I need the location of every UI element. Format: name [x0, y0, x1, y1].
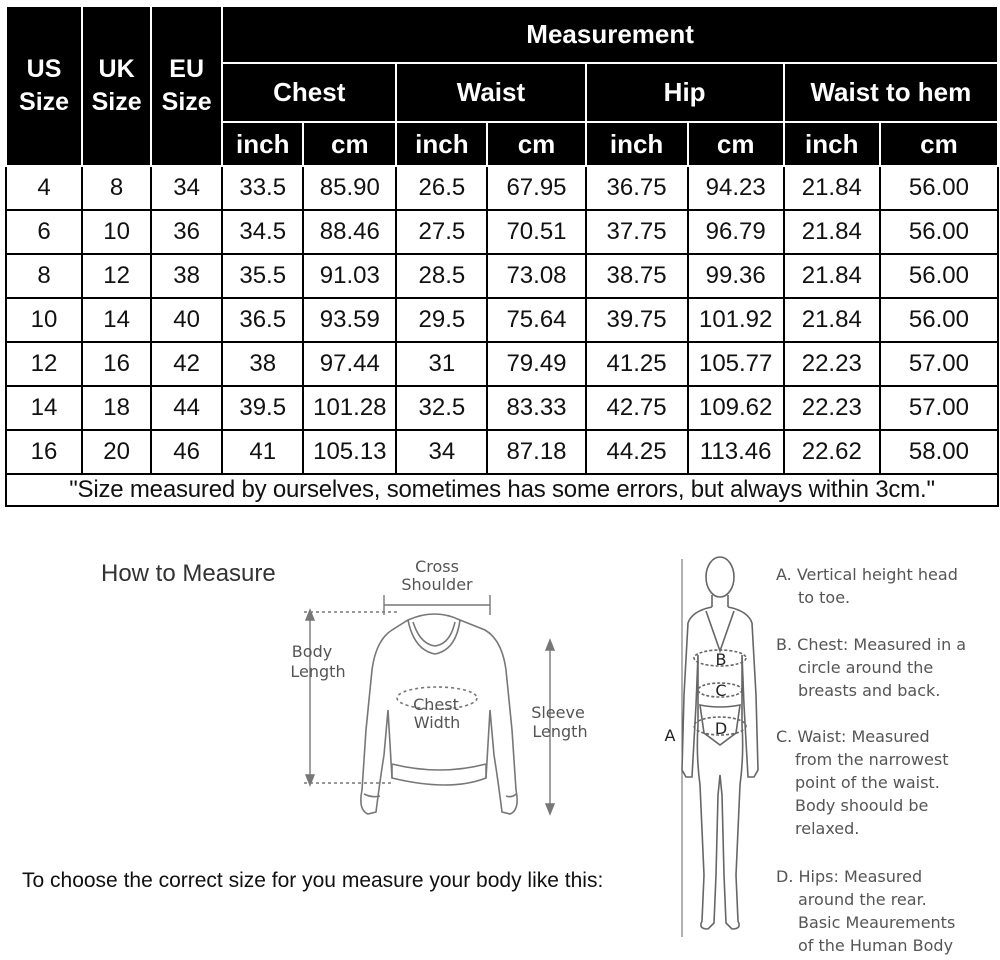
- table-cell: 75.64: [487, 298, 585, 342]
- table-cell: 105.13: [303, 430, 396, 474]
- table-cell: 28.5: [396, 254, 487, 298]
- unit-header: inch: [784, 122, 880, 166]
- chest-width-label-2: Width: [413, 713, 461, 732]
- table-cell: 8: [82, 166, 151, 210]
- letter-a: A: [664, 726, 676, 745]
- table-cell: 39.75: [586, 298, 688, 342]
- table-cell: 38: [151, 254, 222, 298]
- cross-shoulder-label-2: Shoulder: [401, 575, 473, 594]
- measurement-header: Measurement: [222, 6, 998, 63]
- table-cell: 6: [6, 210, 82, 254]
- table-cell: 22.62: [784, 430, 880, 474]
- table-cell: 113.46: [688, 430, 784, 474]
- eu-size-header: EU Size: [151, 6, 222, 166]
- table-cell: 8: [6, 254, 82, 298]
- chest-width-label-1: Chest: [413, 695, 459, 714]
- table-cell: 41.25: [586, 342, 688, 386]
- table-row: [6, 386, 998, 430]
- table-cell: 16: [82, 342, 151, 386]
- table-cell: 18: [82, 386, 151, 430]
- sweater-collar: [408, 620, 460, 654]
- table-cell: 34: [396, 430, 487, 474]
- legend-c: C. Waist: Measured from the narrowest point of the waist. Body shoould be relaxed.: [776, 727, 949, 838]
- table-cell: 21.84: [784, 166, 880, 210]
- unit-header: cm: [688, 122, 784, 166]
- table-cell: 57.00: [880, 386, 998, 430]
- table-cell: 21.84: [784, 210, 880, 254]
- table-cell: 99.36: [688, 254, 784, 298]
- table-cell: 105.77: [688, 342, 784, 386]
- how-to-measure-title: How to Measure: [101, 560, 276, 587]
- table-cell: 16: [6, 430, 82, 474]
- table-cell: 101.92: [688, 298, 784, 342]
- body-figure-diagram: [640, 545, 770, 957]
- table-cell: 29.5: [396, 298, 487, 342]
- table-cell: 67.95: [487, 166, 585, 210]
- hip-header: Hip: [586, 63, 784, 122]
- size-chart-table: [5, 5, 999, 507]
- letter-c: C: [715, 681, 727, 700]
- table-cell: 42.75: [586, 386, 688, 430]
- table-cell: 21.84: [784, 254, 880, 298]
- table-cell: 10: [6, 298, 82, 342]
- table-cell: 101.28: [303, 386, 396, 430]
- table-cell: 38.75: [586, 254, 688, 298]
- letter-d: D: [714, 719, 728, 738]
- table-cell: 4: [6, 166, 82, 210]
- legend-a: A. Vertical height head to toe.: [776, 565, 958, 607]
- table-cell: 36.5: [222, 298, 303, 342]
- legend-b: B. Chest: Measured in a circle around the breasts and back.: [776, 635, 967, 700]
- uk-size-header: UK Size: [82, 6, 151, 166]
- table-cell: 31: [396, 342, 487, 386]
- table-cell: 34.5: [222, 210, 303, 254]
- table-cell: 22.23: [784, 386, 880, 430]
- table-cell: 14: [6, 386, 82, 430]
- letter-b: B: [715, 650, 727, 669]
- note-row: [6, 474, 998, 506]
- table-body: [6, 166, 998, 474]
- table-cell: 37.75: [586, 210, 688, 254]
- table-cell: 93.59: [303, 298, 396, 342]
- table-row: [6, 430, 998, 474]
- table-cell: 83.33: [487, 386, 585, 430]
- unit-header: inch: [586, 122, 688, 166]
- table-cell: 34: [151, 166, 222, 210]
- table-cell: 14: [82, 298, 151, 342]
- table-cell: 79.49: [487, 342, 585, 386]
- chest-header: Chest: [222, 63, 396, 122]
- table-cell: 12: [6, 342, 82, 386]
- sweater-diagram: [280, 550, 610, 825]
- table-cell: 40: [151, 298, 222, 342]
- table-cell: 56.00: [880, 298, 998, 342]
- table-cell: 56.00: [880, 166, 998, 210]
- table-cell: 91.03: [303, 254, 396, 298]
- legend-d: D. Hips: Measured around the rear. Basic Meaurements of the Human Body: [776, 867, 956, 955]
- table-cell: 20: [82, 430, 151, 474]
- unit-header: cm: [303, 122, 396, 166]
- table-row: [6, 166, 998, 210]
- table-cell: 97.44: [303, 342, 396, 386]
- unit-header: cm: [880, 122, 998, 166]
- table-cell: 109.62: [688, 386, 784, 430]
- table-row: [6, 254, 998, 298]
- table-cell: 87.18: [487, 430, 585, 474]
- cross-shoulder-label-1: Cross: [415, 557, 459, 576]
- table-cell: 42: [151, 342, 222, 386]
- unit-header: cm: [487, 122, 585, 166]
- table-cell: 44.25: [586, 430, 688, 474]
- table-row: [6, 298, 998, 342]
- table-cell: 96.79: [688, 210, 784, 254]
- table-cell: 36: [151, 210, 222, 254]
- table-row: [6, 342, 998, 386]
- table-cell: 22.23: [784, 342, 880, 386]
- sleeve-length-label-2: Length: [532, 722, 588, 741]
- table-cell: 56.00: [880, 210, 998, 254]
- table-cell: 88.46: [303, 210, 396, 254]
- table-cell: 33.5: [222, 166, 303, 210]
- table-cell: 10: [82, 210, 151, 254]
- unit-header: inch: [222, 122, 303, 166]
- waist-to-hem-header: Waist to hem: [784, 63, 998, 122]
- waist-header: Waist: [396, 63, 585, 122]
- table-cell: 27.5: [396, 210, 487, 254]
- sleeve-length-label-1: Sleeve: [531, 703, 585, 722]
- table-cell: 32.5: [396, 386, 487, 430]
- table-cell: 85.90: [303, 166, 396, 210]
- table-cell: 46: [151, 430, 222, 474]
- body-length-label-2: Length: [290, 662, 346, 681]
- instruction-text: To choose the correct size for you measure your body like this:: [22, 869, 604, 892]
- table-cell: 44: [151, 386, 222, 430]
- head-outline: [706, 557, 734, 597]
- table-cell: 73.08: [487, 254, 585, 298]
- table-cell: 39.5: [222, 386, 303, 430]
- body-length-label-1: Body: [291, 642, 333, 661]
- table-cell: 21.84: [784, 298, 880, 342]
- table-cell: 56.00: [880, 254, 998, 298]
- table-cell: 94.23: [688, 166, 784, 210]
- table-cell: 35.5: [222, 254, 303, 298]
- table-cell: 57.00: [880, 342, 998, 386]
- table-cell: 38: [222, 342, 303, 386]
- table-cell: 36.75: [586, 166, 688, 210]
- us-size-header: US Size: [6, 6, 82, 166]
- table-cell: 41: [222, 430, 303, 474]
- table-cell: 58.00: [880, 430, 998, 474]
- table-cell: 12: [82, 254, 151, 298]
- unit-header: inch: [396, 122, 487, 166]
- size-note: "Size measured by ourselves, sometimes has some errors, but always within 3cm.": [6, 474, 998, 506]
- table-cell: 26.5: [396, 166, 487, 210]
- table-cell: 70.51: [487, 210, 585, 254]
- table-row: [6, 210, 998, 254]
